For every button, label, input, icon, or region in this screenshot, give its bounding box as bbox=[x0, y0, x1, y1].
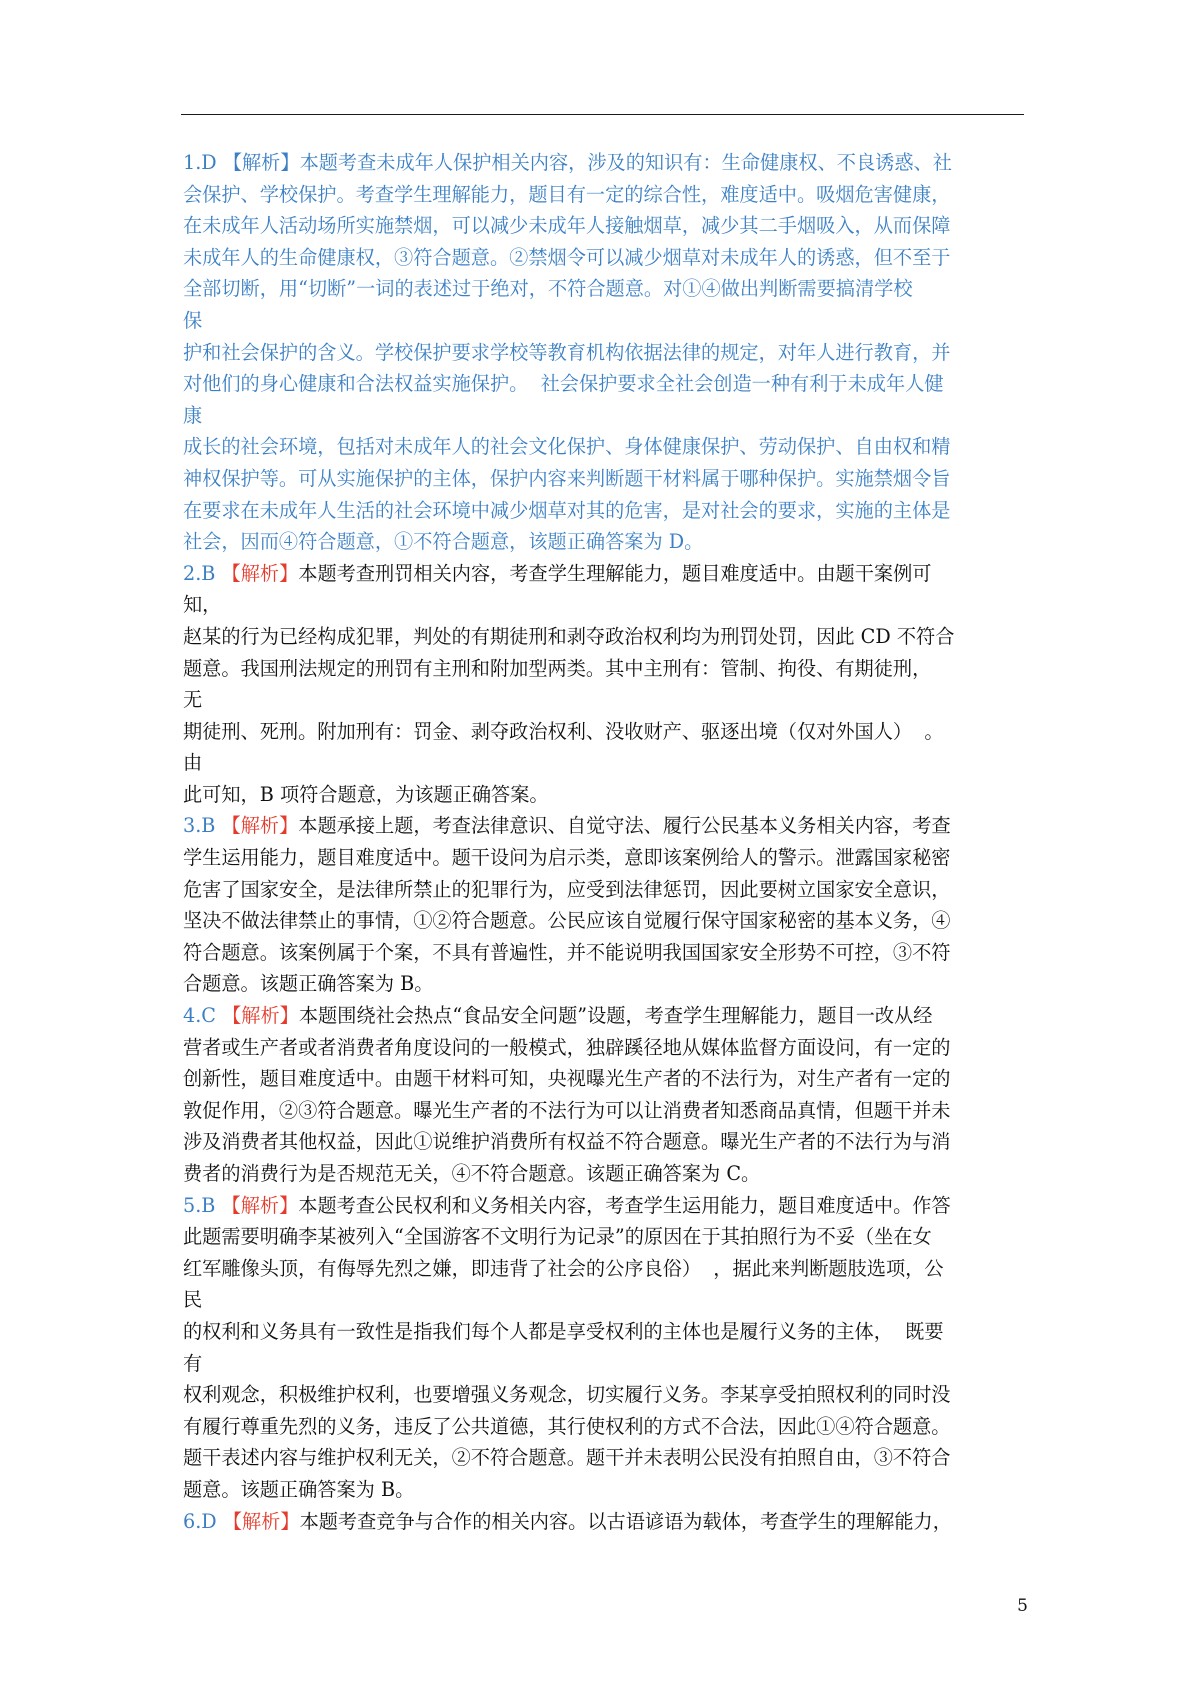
answer-number: 4.C bbox=[183, 1004, 216, 1028]
explanation-text: 对他们的身心健康和合法权益实施保护。 社会保护要求全社会创造一种有利于未成年人健 bbox=[183, 372, 944, 396]
header-rule bbox=[181, 114, 1024, 115]
answer-text-line bbox=[183, 400, 1026, 432]
answer-text-line bbox=[183, 1442, 1026, 1474]
answer-text-line bbox=[183, 1126, 1026, 1158]
page-number: 5 bbox=[1017, 1596, 1028, 1616]
explanation-text: 全部切断，用“切断”一词的表述过于绝对，不符合题意。对①④做出判断需要搞清学校 bbox=[183, 277, 913, 301]
answer-text-line bbox=[183, 779, 1026, 811]
explanation-text: 此题需要明确李某被列入“全国游客不文明行为记录”的原因在于其拍照行为不妥（坐在女 bbox=[183, 1225, 932, 1249]
explanation-text: 题意。我国刑法规定的刑罚有主刑和附加型两类。其中主刑有：管制、拘役、有期徒刑， bbox=[183, 656, 932, 680]
explanation-text: 费者的消费行为是否规范无关，④不符合题意。该题正确答案为 C。 bbox=[183, 1162, 761, 1185]
answer-number: 5.B bbox=[183, 1193, 216, 1217]
explanation-text: 护和社会保护的含义。学校保护要求学校等教育机构依据法律的规定，对年人进行教育，并 bbox=[183, 340, 951, 364]
analysis-tag: 【解析】 bbox=[222, 151, 300, 174]
answer-text-line bbox=[183, 653, 1026, 685]
answer-text-line bbox=[183, 431, 1026, 463]
answer-number: 6.D bbox=[183, 1509, 217, 1533]
answer-text-line bbox=[183, 937, 1026, 969]
explanation-text: 会保护、学校保护。考查学生理解能力，题目有一定的综合性，难度适中。吸烟危害健康， bbox=[183, 182, 951, 206]
explanation-text: 本题考查公民权利和义务相关内容，考查学生运用能力，题目难度适中。作答 bbox=[298, 1193, 951, 1217]
explanation-text: 敦促作用，②③符合题意。曝光生产者的不法行为可以让消费者知悉商品真情，但题干并未 bbox=[183, 1098, 951, 1122]
explanation-text: 的权利和义务具有一致性是指我们每个人都是享受权利的主体也是履行义务的主体， 既要 bbox=[183, 1319, 944, 1343]
answer-text-line bbox=[183, 273, 1026, 305]
analysis-tag: 【解析】 bbox=[222, 1509, 300, 1533]
explanation-text: 社会，因而④符合题意，①不符合题意，该题正确答案为 D。 bbox=[183, 530, 704, 554]
answer-text-line bbox=[183, 716, 1026, 748]
answer-first-line bbox=[183, 558, 1026, 590]
answer-text-line bbox=[183, 305, 1026, 337]
explanation-text: 民 bbox=[183, 1288, 203, 1312]
answer-first-line bbox=[183, 810, 1026, 842]
explanation-text: 康 bbox=[183, 403, 203, 427]
explanation-text: 保 bbox=[183, 308, 203, 332]
answer-text-line bbox=[183, 1474, 1026, 1506]
answer-text-line bbox=[183, 874, 1026, 906]
analysis-tag: 【解析】 bbox=[221, 561, 299, 585]
analysis-tag: 【解析】 bbox=[221, 1193, 299, 1217]
answer-item bbox=[183, 147, 1026, 558]
answer-first-line bbox=[183, 1000, 1026, 1032]
explanation-text: 涉及消费者其他权益，因此①说维护消费所有权益不符合题意。曝光生产者的不法行为与消 bbox=[183, 1130, 951, 1154]
explanation-text: 学生运用能力，题目难度适中。题干设问为启示类，意即该案例给人的警示。泄露国家秘密 bbox=[183, 846, 951, 870]
answer-item bbox=[183, 810, 1026, 1000]
explanation-text: 此可知，B 项符合题意，为该题正确答案。 bbox=[183, 782, 549, 806]
answer-item bbox=[183, 558, 1026, 811]
explanation-text: 知， bbox=[183, 593, 222, 617]
explanation-text: 成长的社会环境，包括对未成年人的社会文化保护、身体健康保护、劳动保护、自由权和精 bbox=[183, 435, 951, 459]
answer-number: 3.B bbox=[183, 814, 216, 838]
answer-text-line bbox=[183, 747, 1026, 779]
answer-first-line bbox=[183, 1190, 1026, 1222]
answer-text-line bbox=[183, 968, 1026, 1000]
answer-text-line bbox=[183, 1253, 1026, 1285]
answer-item bbox=[183, 1506, 1026, 1538]
explanation-text: 题干表述内容与维护权利无关，②不符合题意。题干并未表明公民没有拍照自由，③不符合 bbox=[183, 1446, 951, 1470]
answer-text-line bbox=[183, 1379, 1026, 1411]
answer-text-line bbox=[183, 242, 1026, 274]
answer-text-line bbox=[183, 495, 1026, 527]
explanation-text: 有履行尊重先烈的义务，违反了公共道德，其行使权利的方式不合法，因此①④符合题意。 bbox=[183, 1414, 951, 1438]
answer-text-line bbox=[183, 1221, 1026, 1253]
explanation-text: 合题意。该题正确答案为 B。 bbox=[183, 972, 434, 996]
answer-text-line bbox=[183, 905, 1026, 937]
answer-explanations bbox=[183, 147, 1026, 1537]
answer-text-line bbox=[183, 1348, 1026, 1380]
explanation-text: 期徒刑、死刑。附加刑有：罚金、剥夺政治权利、没收财产、驱逐出境（仅对外国人） 。 bbox=[183, 719, 944, 743]
answer-text-line bbox=[183, 1284, 1026, 1316]
answer-text-line bbox=[183, 1158, 1026, 1190]
explanation-text: 危害了国家安全，是法律所禁止的犯罪行为，应受到法律惩罚，因此要树立国家安全意识， bbox=[183, 877, 951, 901]
explanation-text: 题意。该题正确答案为 B。 bbox=[183, 1477, 415, 1501]
answer-text-line bbox=[183, 684, 1026, 716]
explanation-text: 本题承接上题，考查法律意识、自觉守法、履行公民基本义务相关内容，考查 bbox=[298, 814, 951, 838]
answer-number: 1.D bbox=[183, 151, 217, 174]
answer-text-line bbox=[183, 337, 1026, 369]
answer-first-line bbox=[183, 1506, 1026, 1538]
explanation-text: 营者或生产者或者消费者角度设问的一般模式，独辟蹊径地从媒体监督方面设问，有一定的 bbox=[183, 1035, 951, 1059]
explanation-text: 有 bbox=[183, 1351, 203, 1375]
answer-text-line bbox=[183, 621, 1026, 653]
explanation-text: 创新性，题目难度适中。由题干材料可知，央视曝光生产者的不法行为，对生产者有一定的 bbox=[183, 1067, 951, 1091]
explanation-text: 由 bbox=[183, 751, 203, 775]
answer-item bbox=[183, 1000, 1026, 1190]
analysis-tag: 【解析】 bbox=[222, 1004, 299, 1028]
answer-text-line bbox=[183, 1411, 1026, 1443]
answer-text-line bbox=[183, 368, 1026, 400]
answer-first-line bbox=[183, 147, 1026, 179]
explanation-text: 无 bbox=[183, 688, 203, 712]
explanation-text: 在要求在未成年人生活的社会环境中减少烟草对其的危害，是对社会的要求，实施的主体是 bbox=[183, 498, 951, 522]
answer-text-line bbox=[183, 589, 1026, 621]
answer-text-line bbox=[183, 1316, 1026, 1348]
explanation-text: 权利观念，积极维护权利，也要增强义务观念，切实履行义务。李某享受拍照权利的同时没 bbox=[183, 1383, 951, 1407]
answer-text-line bbox=[183, 842, 1026, 874]
explanation-text: 本题考查未成年人保护相关内容，涉及的知识有：生命健康权、不良诱惑、社 bbox=[299, 151, 952, 174]
explanation-text: 符合题意。该案例属于个案，不具有普遍性，并不能说明我国国家安全形势不可控，③不符 bbox=[183, 940, 951, 964]
explanation-text: 本题考查刑罚相关内容，考查学生理解能力，题目难度适中。由题干案例可 bbox=[298, 561, 932, 585]
answer-text-line bbox=[183, 210, 1026, 242]
explanation-text: 赵某的行为已经构成犯罪，判处的有期徒刑和剥夺政治权利均为刑罚处罚，因此 CD 不符合 bbox=[183, 624, 955, 648]
answer-text-line bbox=[183, 1095, 1026, 1127]
explanation-text: 本题围绕社会热点“食品安全问题”设题，考查学生理解能力，题目一改从经 bbox=[298, 1004, 933, 1028]
answer-text-line bbox=[183, 1032, 1026, 1064]
answer-text-line bbox=[183, 1063, 1026, 1095]
explanation-text: 在未成年人活动场所实施禁烟，可以减少未成年人接触烟草，减少其二手烟吸入，从而保障 bbox=[183, 214, 951, 238]
explanation-text: 坚决不做法律禁止的事情，①②符合题意。公民应该自觉履行保守国家秘密的基本义务，④ bbox=[183, 909, 951, 933]
explanation-text: 本题考查竞争与合作的相关内容。以古语谚语为载体，考查学生的理解能力， bbox=[299, 1509, 952, 1533]
answer-number: 2.B bbox=[183, 561, 216, 585]
explanation-text: 未成年人的生命健康权，③符合题意。②禁烟令可以减少烟草对未成年人的诱惑，但不至于 bbox=[183, 245, 951, 269]
answer-text-line bbox=[183, 463, 1026, 495]
explanation-text: 神权保护等。可从实施保护的主体，保护内容来判断题干材料属于哪种保护。实施禁烟令旨 bbox=[183, 466, 951, 490]
explanation-text: 红军雕像头顶，有侮辱先烈之嫌，即违背了社会的公序良俗） ，据此来判断题肢选项，公 bbox=[183, 1256, 944, 1280]
answer-text-line bbox=[183, 179, 1026, 211]
answer-text-line bbox=[183, 526, 1026, 558]
answer-item bbox=[183, 1190, 1026, 1506]
analysis-tag: 【解析】 bbox=[221, 814, 299, 838]
